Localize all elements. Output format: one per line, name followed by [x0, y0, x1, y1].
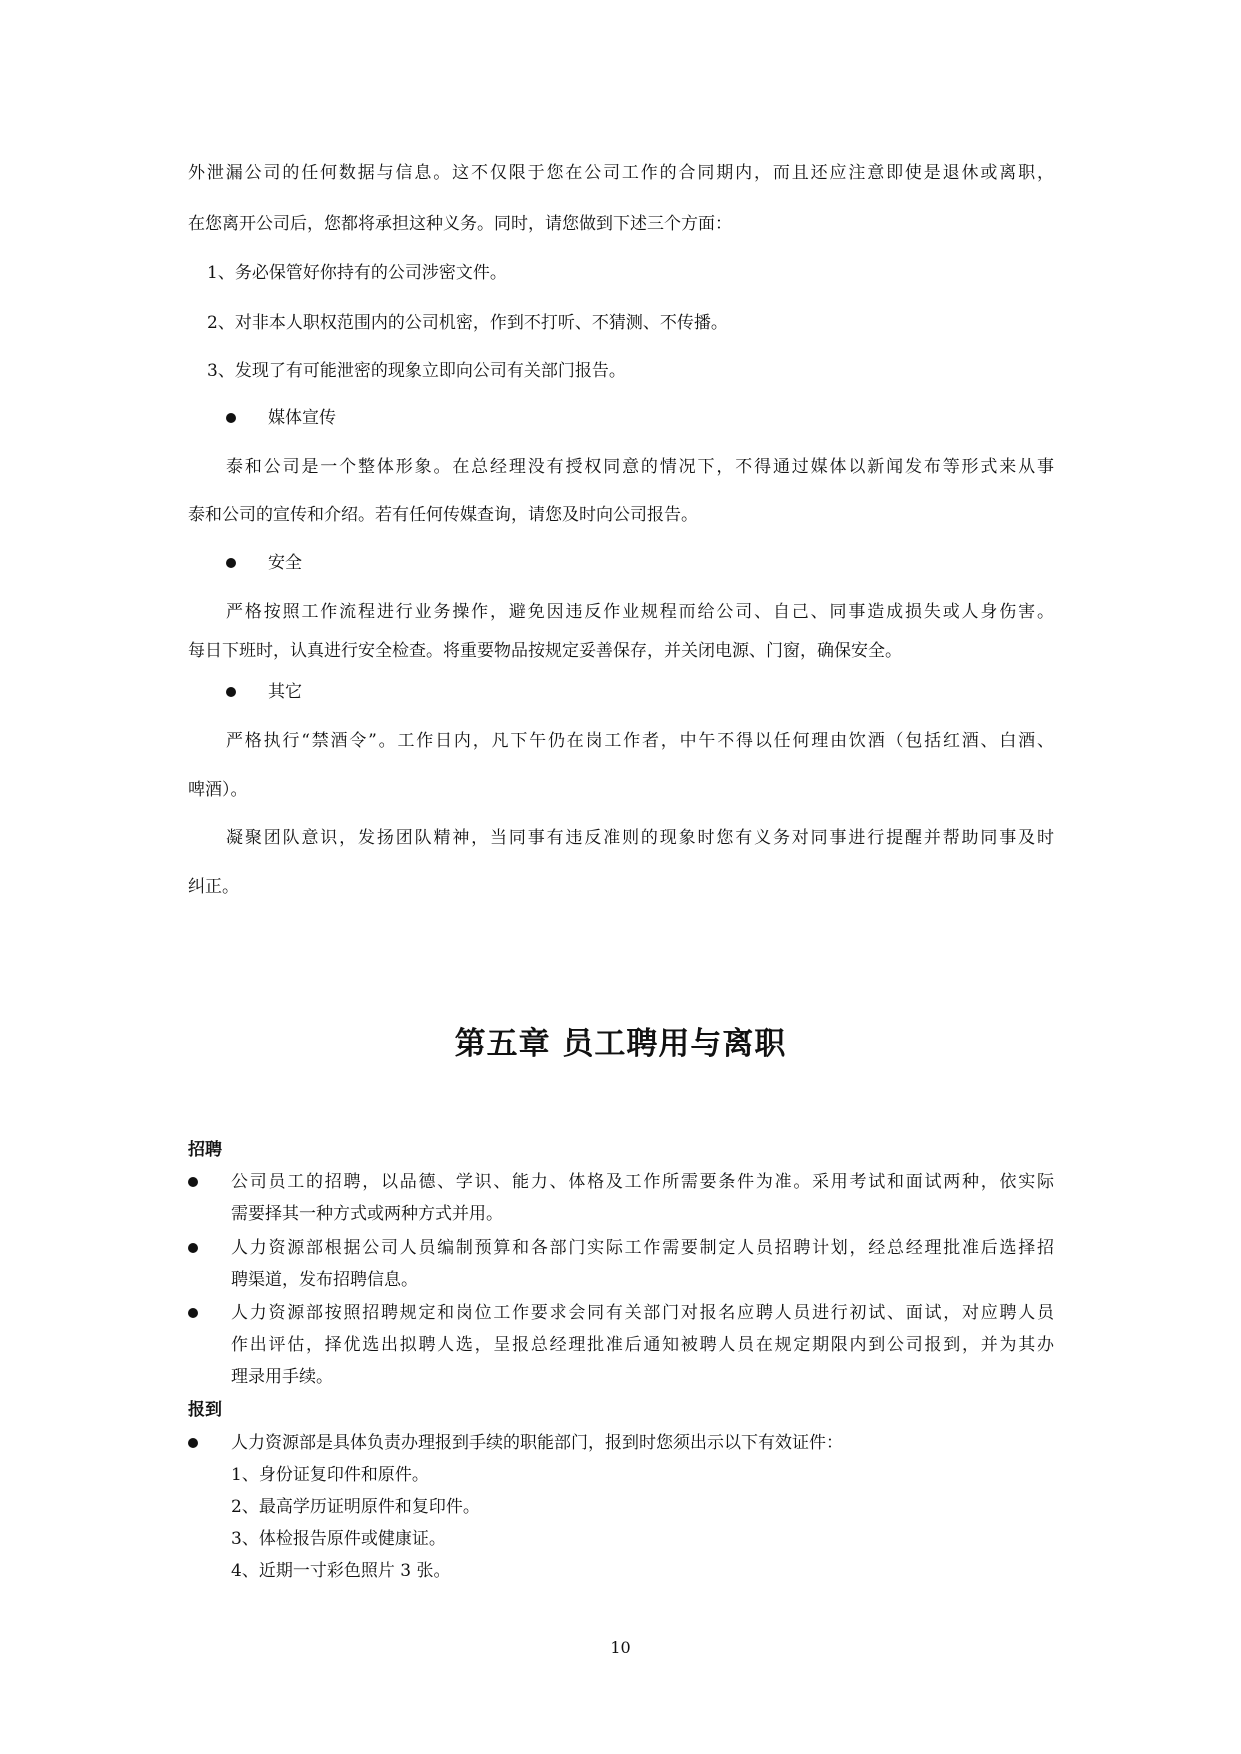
- bullet-icon: [188, 1308, 198, 1318]
- other-line-1: 严格执行“禁酒令”。工作日内，凡下午仍在岗工作者，中午不得以任何理由饮酒（包括红酒、白酒、: [226, 731, 1054, 751]
- bullet-icon: [226, 687, 236, 697]
- confidentiality-item-2: 2、对非本人职权范围内的公司机密，作到不打听、不猜测、不传播。: [207, 313, 728, 333]
- report-item-2: 2、最高学历证明原件和复印件。: [231, 1497, 480, 1517]
- report-heading: 报到: [188, 1400, 222, 1420]
- other-heading: 其它: [268, 682, 302, 702]
- recruit-bullet-1-line-1: 公司员工的招聘，以品德、学识、能力、体格及工作所需要条件为准。采用考试和面试两种，依实际: [231, 1172, 1054, 1192]
- confidentiality-line-1: 外泄漏公司的任何数据与信息。这不仅限于您在公司工作的合同期内，而且还应注意即使是退休或离职，: [188, 163, 1054, 183]
- recruit-bullet-3-line-1: 人力资源部按照招聘规定和岗位工作要求会同有关部门对报名应聘人员进行初试、面试，对应聘人员: [231, 1303, 1054, 1323]
- bullet-icon: [226, 558, 236, 568]
- bullet-icon: [188, 1438, 198, 1448]
- other-line-2: 啤酒）。: [188, 780, 248, 800]
- chapter-title: 第五章 员工聘用与离职: [454, 1026, 787, 1062]
- recruit-bullet-1-line-2: 需要择其一种方式或两种方式并用。: [231, 1204, 503, 1224]
- recruit-heading: 招聘: [188, 1140, 222, 1160]
- recruit-bullet-2-line-1: 人力资源部根据公司人员编制预算和各部门实际工作需要制定人员招聘计划，经总经理批准后选择招: [231, 1238, 1054, 1258]
- safety-line-1: 严格按照工作流程进行业务操作，避免因违反作业规程而给公司、自己、同事造成损失或人身伤害。: [226, 602, 1054, 622]
- safety-line-2: 每日下班时，认真进行安全检查。将重要物品按规定妥善保存，并关闭电源、门窗，确保安全。: [188, 641, 902, 661]
- recruit-bullet-2-line-2: 聘渠道，发布招聘信息。: [231, 1270, 418, 1290]
- other-line-3: 凝聚团队意识，发扬团队精神，当同事有违反准则的现象时您有义务对同事进行提醒并帮助同事及时: [226, 828, 1054, 848]
- report-bullet-1: 人力资源部是具体负责办理报到手续的职能部门，报到时您须出示以下有效证件：: [231, 1433, 843, 1453]
- media-line-2: 泰和公司的宣传和介绍。若有任何传媒查询，请您及时向公司报告。: [188, 505, 698, 525]
- media-heading: 媒体宣传: [268, 408, 336, 428]
- other-line-4: 纠正。: [188, 877, 239, 897]
- report-item-3: 3、体检报告原件或健康证。: [231, 1529, 446, 1549]
- confidentiality-item-1: 1、务必保管好你持有的公司涉密文件。: [207, 263, 507, 283]
- report-item-1: 1、身份证复印件和原件。: [231, 1465, 429, 1485]
- recruit-bullet-3-line-3: 理录用手续。: [231, 1367, 333, 1387]
- page-number: 10: [610, 1638, 631, 1657]
- recruit-bullet-3-line-2: 作出评估，择优选出拟聘人选，呈报总经理批准后通知被聘人员在规定期限内到公司报到，并为其办: [231, 1335, 1054, 1355]
- bullet-icon: [226, 413, 236, 423]
- media-line-1: 泰和公司是一个整体形象。在总经理没有授权同意的情况下，不得通过媒体以新闻发布等形式来从事: [226, 457, 1054, 477]
- bullet-icon: [188, 1177, 198, 1187]
- safety-heading: 安全: [268, 553, 302, 573]
- confidentiality-line-2: 在您离开公司后，您都将承担这种义务。同时，请您做到下述三个方面：: [188, 214, 732, 234]
- bullet-icon: [188, 1243, 198, 1253]
- report-item-4: 4、近期一寸彩色照片 3 张。: [231, 1561, 451, 1581]
- confidentiality-item-3: 3、发现了有可能泄密的现象立即向公司有关部门报告。: [207, 361, 626, 381]
